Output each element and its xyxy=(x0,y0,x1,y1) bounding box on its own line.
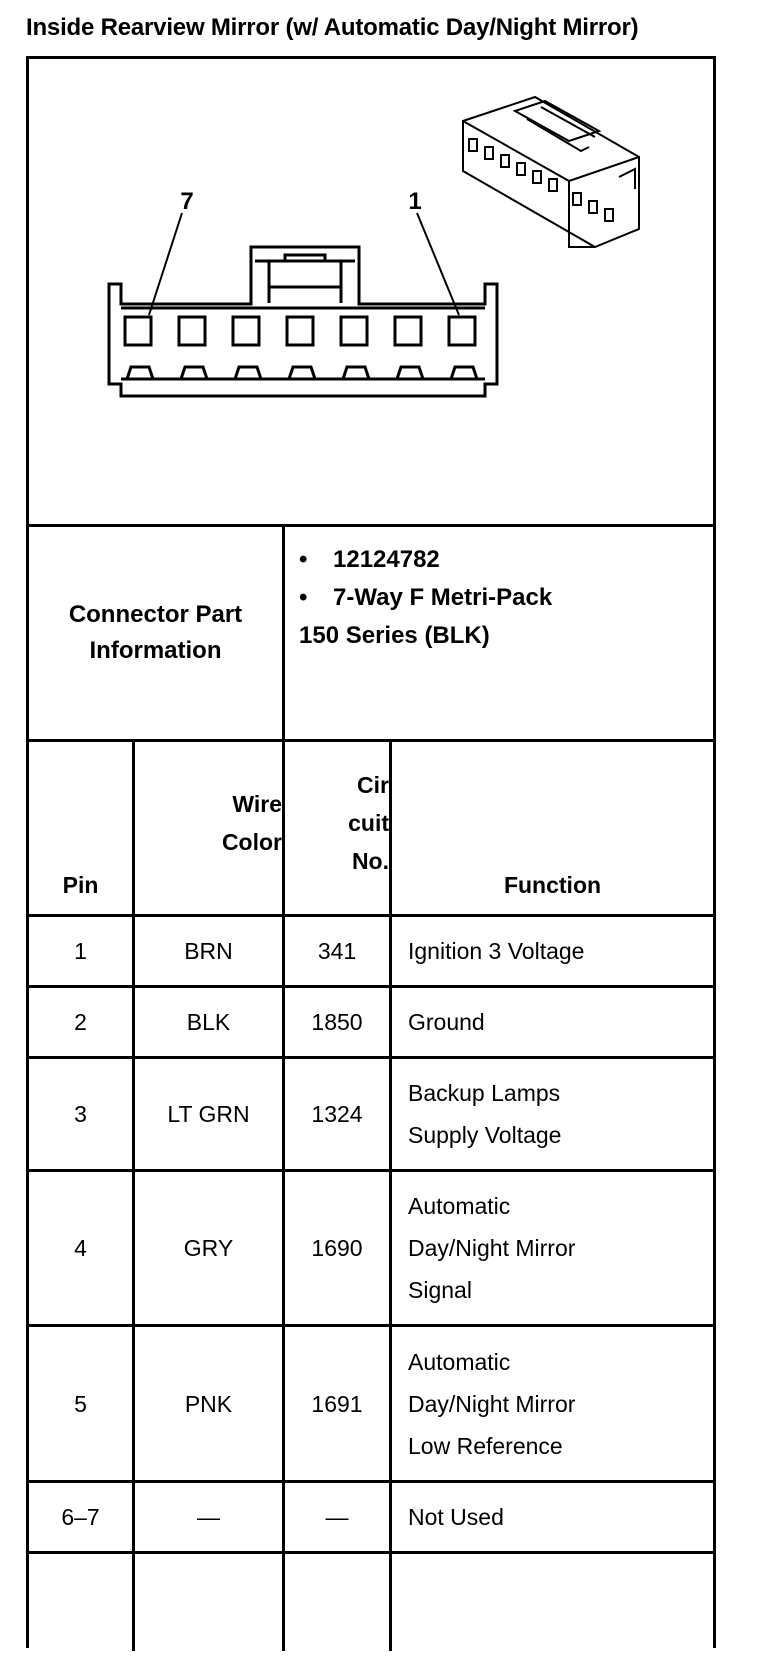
connector-face-diagram xyxy=(29,59,713,557)
connector-part-info-label xyxy=(29,527,282,739)
table-row-pin: 5 xyxy=(74,1390,87,1417)
table-row-circuit: 1690 xyxy=(311,1235,363,1261)
pin-label-7: 7 xyxy=(180,188,194,215)
pin-label-1: 1 xyxy=(408,188,422,215)
bullet: • xyxy=(299,584,308,611)
header-pin: Pin xyxy=(62,872,99,898)
table-row-function: Automatic Day/Night Mirror Signal xyxy=(408,1193,576,1303)
table-row-circuit: — xyxy=(325,1504,349,1530)
document-title: Inside Rearview Mirror (w/ Automatic Day/Night Mirror) xyxy=(26,14,639,41)
table-row-circuit: 1691 xyxy=(311,1390,363,1417)
table-row-circuit: 341 xyxy=(317,938,357,964)
table-row-circuit: 1324 xyxy=(311,1101,363,1127)
connector-part-details xyxy=(285,541,713,655)
table-row-color: BRN xyxy=(184,938,233,964)
part-description-2: 150 Series (BLK) xyxy=(299,622,490,649)
table-row-color: BLK xyxy=(186,1009,231,1035)
table-row-pin: 1 xyxy=(74,938,87,964)
header-function: Function xyxy=(503,872,602,898)
table-row-function: Automatic Day/Night Mirror Low Reference xyxy=(408,1348,576,1459)
label-line: Connector Part xyxy=(68,601,243,628)
table-row-circuit: 1850 xyxy=(311,1009,363,1035)
table-row-function: Ignition 3 Voltage xyxy=(408,938,585,964)
table-row-color: PNK xyxy=(184,1390,233,1417)
connector-drawing xyxy=(29,59,713,557)
connector-isometric-icon xyxy=(463,97,639,247)
table-row-color: GRY xyxy=(183,1235,234,1261)
part-number: 12124782 xyxy=(333,546,440,573)
connector-table-frame xyxy=(26,56,716,1648)
table-row-pin: 6–7 xyxy=(61,1504,100,1530)
table-row-function: Backup Lamps Supply Voltage xyxy=(408,1080,562,1148)
table-row-color: — xyxy=(197,1504,220,1530)
row-divider xyxy=(29,1551,713,1554)
table-row-pin: 4 xyxy=(74,1235,87,1261)
bullet: • xyxy=(299,546,308,573)
table-row-pin: 2 xyxy=(74,1009,87,1035)
table-row-function: Not Used xyxy=(408,1504,504,1530)
header-wire-color: Wire Color xyxy=(221,791,282,855)
table-row-function: Ground xyxy=(408,1009,485,1035)
part-description: 7-Way F Metri-Pack xyxy=(333,584,553,611)
header-circuit-no: Cir cuit No. xyxy=(348,772,389,874)
table-row-pin: 3 xyxy=(74,1101,87,1127)
table-row-color: LT GRN xyxy=(167,1101,250,1127)
label-line: Information xyxy=(89,637,222,664)
